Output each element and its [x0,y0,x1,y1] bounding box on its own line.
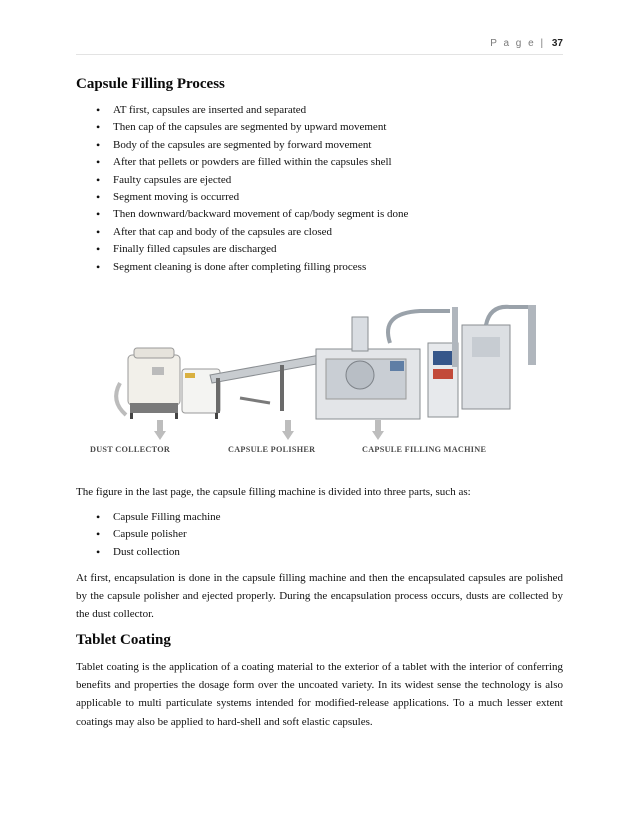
capsule-steps-list [96,102,408,276]
capsule-filling-machine-illustration [316,305,536,419]
list-item: • Body of the capsules are segmented by forward movement [96,137,408,154]
list-item: • Segment moving is occurred [96,189,408,206]
list-item: • Finally filled capsules are discharged [96,241,408,258]
list-item: • Then cap of the capsules are segmented by upward movement [96,119,408,136]
list-item: • Capsule Filling machine [96,509,221,526]
section-title-capsule-filling: Capsule Filling Process [76,76,225,92]
list-item: • Segment cleaning is done after completing filling process [96,259,408,276]
dust-collector-arrow-icon [154,420,166,440]
encapsulation-paragraph: At first, encapsulation is done in the capsule filling machine and then the encapsulated capsules are polished by the capsule polisher and ejected properly. During the encapsulation process occurs, dusts are collected by the dust collector. [76,572,563,621]
list-item: • Then downward/backward movement of cap/body segment is done [96,206,408,223]
capsule-machine-figure [90,303,550,463]
list-item: • AT first, capsules are inserted and separated [96,102,408,119]
machine-parts-list [96,509,221,561]
section-title-tablet-coating: Tablet Coating [76,632,171,648]
page-label: P a g e [490,38,536,49]
list-item: • Capsule polisher [96,526,221,543]
tablet-coating-paragraph: Tablet coating is the application of a coating material to the exterior of a tablet with the interior of conferring benefits and properties the dosage form over the uncoated variety. In its widest sense the technology is also applicable to multi particulate systems intended for modified-release applications. To a much lesser extent coatings may also be applied to hard-shell and soft elastic capsules. [76,661,563,728]
page-number-value: 37 [551,38,563,49]
list-item: • Dust collection [96,544,221,561]
page-number: P a g e | 37 [490,38,563,49]
label-capsule-filling-machine: CAPSULE FILLING MACHINE [362,445,487,454]
label-capsule-polisher: CAPSULE POLISHER [228,445,316,454]
figure-description: The figure in the last page, the capsule filling machine is divided into three parts, such as: [76,486,471,498]
capsule-polisher-illustration [210,355,322,413]
label-dust-collector: DUST COLLECTOR [90,445,171,454]
list-item: • After that cap and body of the capsules are closed [96,224,408,241]
polisher-arrow-icon [282,420,294,440]
list-item: • Faulty capsules are ejected [96,172,408,189]
filling-machine-arrow-icon [372,420,384,440]
list-item: • After that pellets or powders are filled within the capsules shell [96,154,408,171]
page-header [76,38,563,55]
dust-collector-illustration [116,348,220,419]
